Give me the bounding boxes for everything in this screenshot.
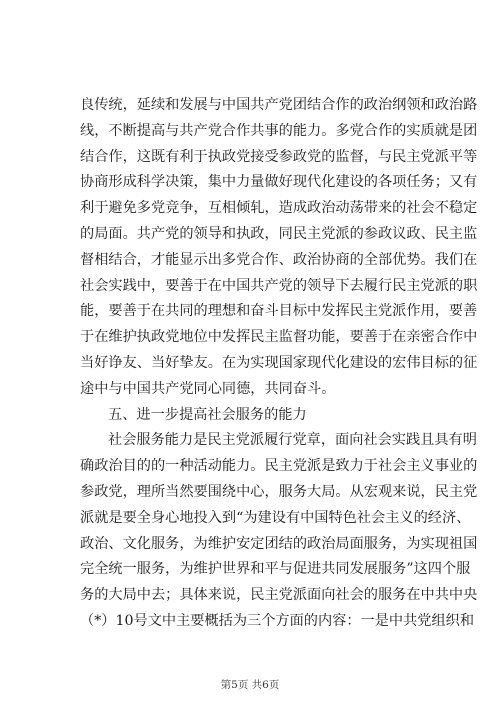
text-line: 协商形成科学决策，集中力量做好现代化建设的各项任务；又有 xyxy=(80,174,478,191)
text-line: 确政治目的的一种活动能力。民主党派是致力于社会主义事业的 xyxy=(80,458,478,475)
text-line: 务的大局中去；具体来说，民主党派面向社会的服务在中共中央 xyxy=(80,587,478,604)
text-line: 当好诤友、当好挚友。在为实现国家现代化建设的宏伟目标的征 xyxy=(80,354,478,371)
text-line: （*）10号文中主要概括为三个方面的内容：一是中共党组织和 xyxy=(80,612,475,629)
text-line: 社会服务能力是民主党派履行党章，面向社会实践且具有明 xyxy=(108,432,477,449)
document-body xyxy=(80,93,478,635)
text-line: 社会实践中，要善于在中国共产党的领导下去履行民主党派的职 xyxy=(80,277,478,294)
text-line: 参政党，理所当然要围绕中心，服务大局。从宏观来说，民主党 xyxy=(80,483,478,500)
page-footer: 第5页 共6页 xyxy=(220,679,280,691)
text-line: 利于避免多党竞争，互相倾轧，造成政治动荡带来的社会不稳定 xyxy=(80,200,478,217)
text-line: 途中与中国共产党同心同德，共同奋斗。 xyxy=(80,380,336,397)
text-line: 线，不断提高与共产党合作共事的能力。多党合作的实质就是团 xyxy=(80,122,478,139)
text-line: 结合作，这既有利于执政党接受参政党的监督，与民主党派平等 xyxy=(80,148,478,165)
text-line: 督相结合，才能显示出多党合作、政治协商的全部优势。我们在 xyxy=(80,251,478,268)
text-line: 完全统一服务，为维护世界和平与促进共同发展服务”这四个服 xyxy=(80,561,471,578)
text-line: 良传统，延续和发展与中国共产党团结合作的政治纲领和政治路 xyxy=(80,97,478,113)
text-line: 政治、文化服务，为维护安定团结的政治局面服务，为实现祖国 xyxy=(80,535,478,552)
text-line: 的局面。共产党的领导和执政，同民主党派的参政议政、民主监 xyxy=(80,225,478,242)
section-heading: 五、进一步提高社会服务的能力 xyxy=(108,406,307,423)
text-line: 派就是要全身心地投入到“为建设有中国特色社会主义的经济、 xyxy=(80,509,471,526)
text-line: 于在维护执政党地位中发挥民主监督功能，要善于在亲密合作中 xyxy=(80,329,478,346)
text-line: 能，要善于在共同的理想和奋斗目标中发挥民主党派作用，要善 xyxy=(80,303,478,320)
